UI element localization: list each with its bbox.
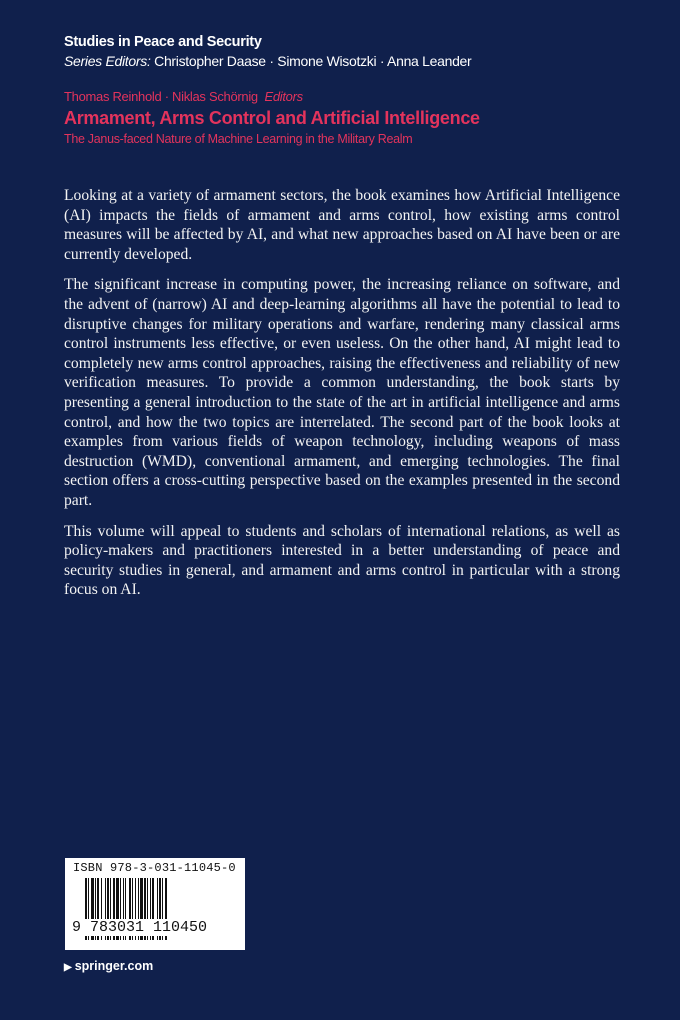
blurb-paragraph: This volume will appeal to students and scholars of international relations, as well as policy-makers and practitioners interested in a better understanding of peace and security studies in general, and armament and arms control in particular with a strong focus on AI. <box>64 522 620 599</box>
series-editors <box>64 52 471 71</box>
author-names: Thomas Reinhold · Niklas Schörnig <box>64 89 258 104</box>
book-title: Armament, Arms Control and Artificial Intelligence <box>64 108 480 128</box>
author-role: Editors <box>264 89 303 104</box>
blurb-paragraph: The significant increase in computing power, the increasing reliance on software, and the advent of (narrow) AI and deep-learning algorithms all have the potential to lead to disruptive changes for military operations and warfare, rendering many classical arms control instruments less effective, or even useless. On the other hand, AI might lead to completely new arms control approaches, raising the effectiveness and reliability of new verification measures. To provide a common understanding, the book starts by presenting a general introduction to the state of the art in artificial intelligence and arms control, and how the two topics are interrelated. The second part of the book looks at examples from various fields of weapon technology, including weapons of mass destruction (WMD), conventional armament, and emerging technologies. The final section offers a cross-cutting perspective based on the examples presented in the second part. <box>64 276 620 509</box>
publisher-link[interactable] <box>64 959 153 973</box>
book-blurb <box>64 186 620 611</box>
blurb-paragraph: Looking at a variety of armament sectors, the book examines how Artificial Intelligence (AI) impacts the fields of armament and arms control, how existing arms control measures will be affected by AI, and what new approaches based on AI have been or are currently developed. <box>64 187 620 263</box>
book-subtitle: The Janus-faced Nature of Machine Learning in the Military Realm <box>64 132 413 146</box>
isbn-label: ISBN 978-3-031-11045-0 <box>73 861 236 875</box>
series-info <box>64 33 471 71</box>
book-header <box>64 88 480 148</box>
barcode-digits: 9 783031 110450 <box>72 919 208 936</box>
book-authors <box>64 88 480 106</box>
series-title: Studies in Peace and Security <box>64 34 262 50</box>
series-editors-label: Series Editors: <box>64 53 151 69</box>
publisher-url[interactable]: springer.com <box>74 959 154 973</box>
series-editors-names: Christopher Daase · Simone Wisotzki · Anna Leander <box>154 53 472 69</box>
isbn-barcode <box>65 858 245 950</box>
arrow-right-icon: ▶ <box>64 962 72 973</box>
